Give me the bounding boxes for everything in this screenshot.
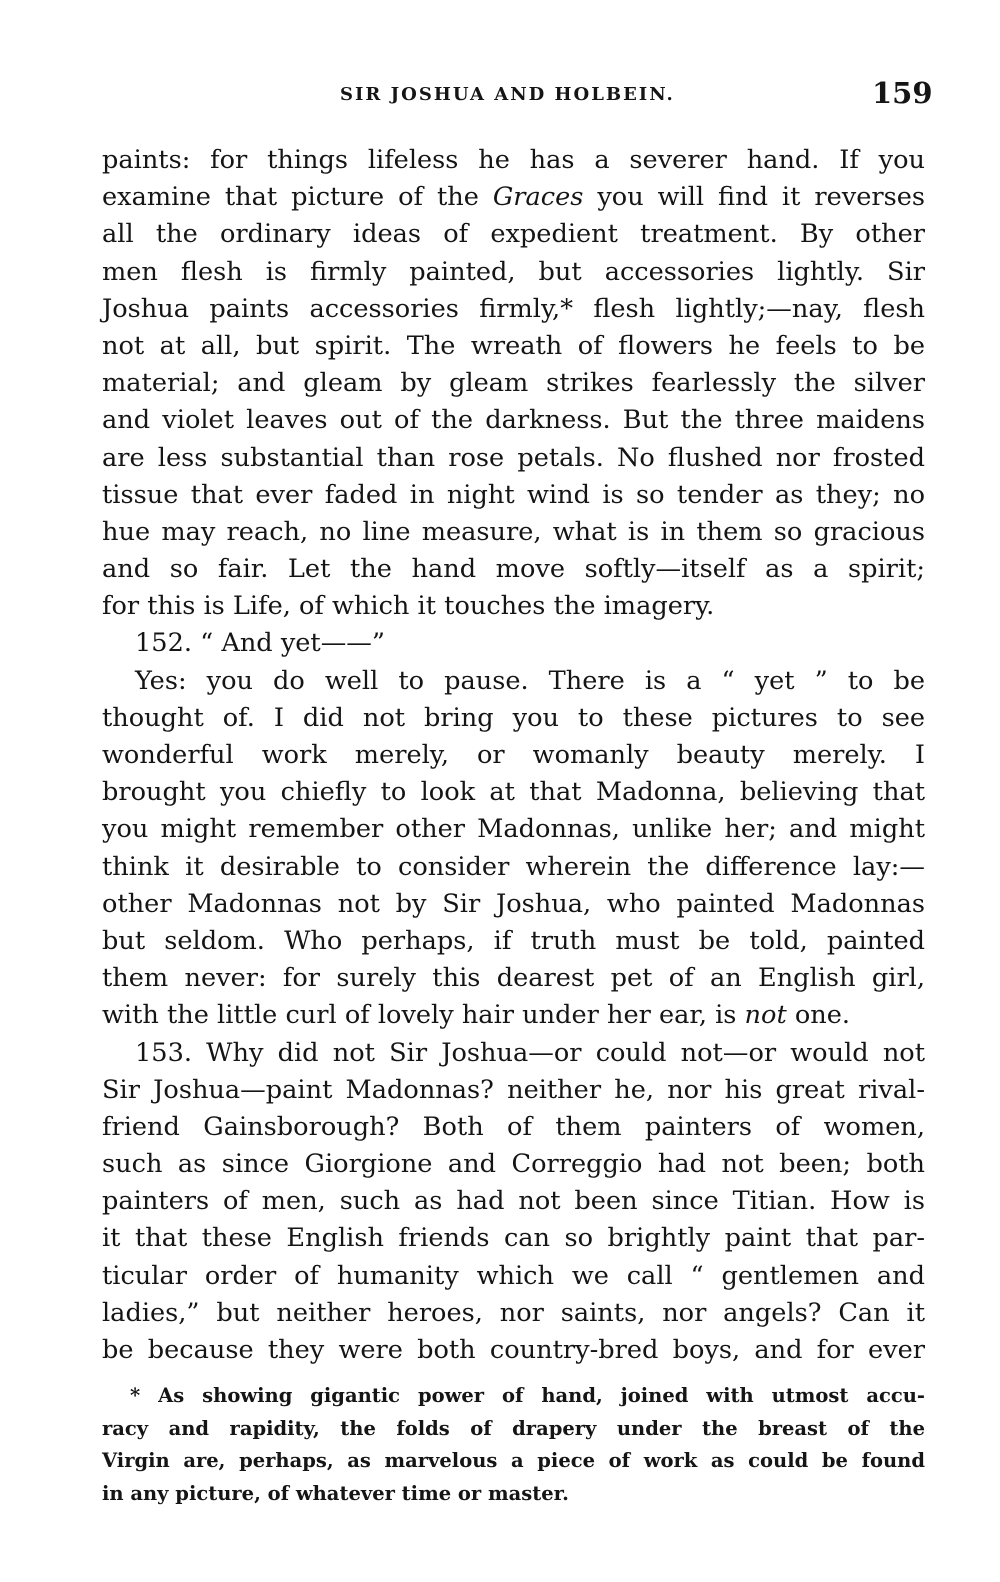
- footnote-line: * As showing gigantic power of hand, joined with utmost accu-: [130, 1384, 925, 1407]
- text-line: not at all, but spirit. The wreath of flowers he feels to be: [102, 330, 925, 361]
- italic-word: not: [744, 1000, 787, 1031]
- paragraph-153: 153. Why did not Sir Joshua—or could not—or would not: [135, 1037, 925, 1068]
- text-line: and so fair. Let the hand move softly—itself as a spirit;: [102, 554, 925, 585]
- text-line: but seldom. Who perhaps, if truth must be told, painted: [102, 925, 925, 956]
- text-line: painters of men, such as had not been since Titian. How is: [102, 1186, 925, 1217]
- body-text: [102, 142, 925, 1369]
- text-line: friend Gainsborough? Both of them painters of women,: [102, 1111, 925, 1142]
- footnote-line: in any picture, of whatever time or master.: [102, 1481, 569, 1505]
- text-line: think it desirable to consider wherein the difference lay:—: [102, 851, 925, 882]
- text-line: material; and gleam by gleam strikes fearlessly the silver: [102, 368, 925, 399]
- text-line: you might remember other Madonnas, unlike her; and might: [102, 814, 925, 845]
- text-line: brought you chiefly to look at that Madonna, believing that: [102, 777, 925, 808]
- footnote: [102, 1380, 925, 1510]
- text-line: [102, 179, 925, 216]
- text-run: with the little curl of lovely hair under her ear, is: [102, 1000, 745, 1031]
- text-line: ticular order of humanity which we call “ gentlemen and: [102, 1260, 925, 1291]
- text-run: you will find it reverses: [583, 182, 925, 213]
- text-line: men flesh is firmly painted, but accessories lightly. Sir: [102, 256, 925, 287]
- text-line: Yes: you do well to pause. There is a “ yet ” to be: [135, 665, 925, 696]
- text-line: all the ordinary ideas of expedient treatment. By other: [102, 219, 925, 250]
- footnote-line: racy and rapidity, the folds of drapery under the breast of the: [102, 1416, 925, 1440]
- italic-title: Graces: [492, 182, 584, 213]
- text-run: one.: [786, 1000, 851, 1031]
- text-line: for this is Life, of which it touches the imagery.: [102, 591, 715, 622]
- text-run: examine that picture of the: [102, 182, 493, 213]
- text-line: Joshua paints accessories firmly,* flesh lightly;—nay, flesh: [102, 293, 925, 324]
- text-line: [102, 997, 925, 1034]
- text-line: Sir Joshua—paint Madonnas? neither he, nor his great rival-: [102, 1074, 925, 1105]
- footnote-line: Virgin are, perhaps, as marvelous a piece of work as could be found: [102, 1449, 925, 1472]
- text-line: hue may reach, no line measure, what is in them so gracious: [102, 516, 925, 547]
- text-line: tissue that ever faded in night wind is so tender as they; no: [102, 479, 925, 510]
- paragraph-152: 152. “ And yet——”: [135, 628, 385, 659]
- text-line: are less substantial than rose petals. No flushed nor frosted: [102, 442, 925, 473]
- text-line: be because they were both country-bred boys, and for ever: [102, 1335, 925, 1365]
- running-head: SIR JOSHUA AND HOLBEIN.: [340, 84, 675, 105]
- text-line: them never: for surely this dearest pet of an English girl,: [102, 963, 925, 994]
- text-line: and violet leaves out of the darkness. But the three maidens: [102, 405, 925, 436]
- text-line: wonderful work merely, or womanly beauty merely. I: [102, 740, 925, 770]
- text-line: ladies,” but neither heroes, nor saints, nor angels? Can it: [102, 1297, 925, 1328]
- text-line: thought of. I did not bring you to these pictures to see: [102, 702, 925, 733]
- page-number: 159: [872, 76, 933, 110]
- text-line: it that these English friends can so brightly paint that par-: [102, 1223, 925, 1254]
- text-line: paints: for things lifeless he has a severer hand. If you: [102, 145, 925, 175]
- text-line: such as since Giorgione and Correggio had not been; both: [102, 1149, 925, 1180]
- text-line: other Madonnas not by Sir Joshua, who painted Madonnas: [102, 888, 925, 919]
